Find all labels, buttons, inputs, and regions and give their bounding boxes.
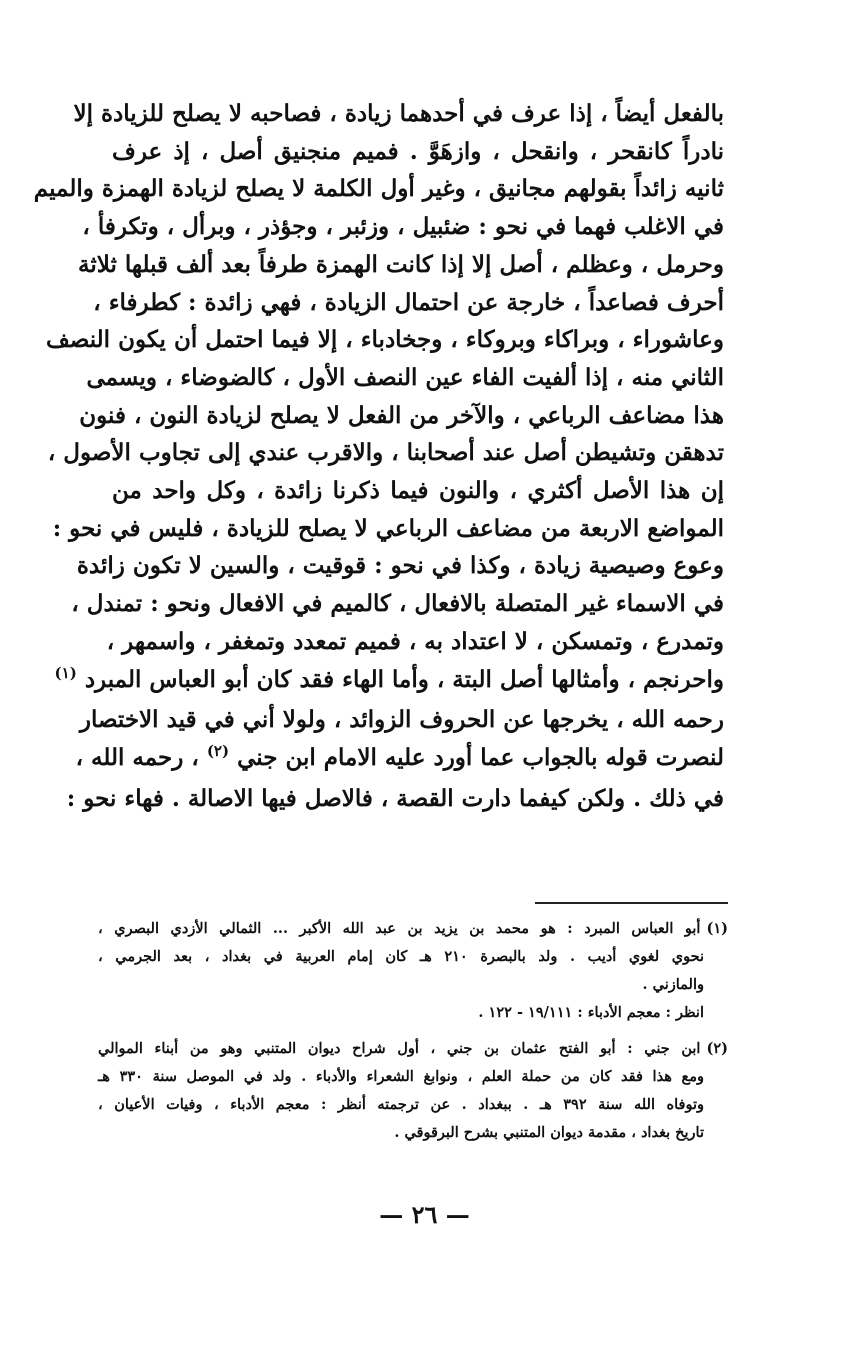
footnote-line: انظر : معجم الأدباء : ١٩/١١١ - ١٢٢ . <box>478 1004 704 1021</box>
text-line: تدهقن وتشيطن أصل عند أصحابنا ، والاقرب عندي إلى تجاوب الأصول ، <box>47 439 724 467</box>
footnote-line: نحوي لغوي أديب . ولد بالبصرة ٢١٠ هـ كان إمام العربية في بغداد ، بعد الجرمي ، <box>98 948 704 965</box>
text-line: ثانيه زائداً بقولهم مجانيق ، وغير أول الكلمة لا يصلح لزيادة الهمزة والميم <box>33 175 724 203</box>
text-line: وحرمل ، وعظلم ، أصل إلا إذا كانت الهمزة طرفاً بعد ألف قبلها ثلاثة <box>78 250 724 278</box>
footnote-line: ومع هذا فقد كان من حملة العلم ، ونوابغ الشعراء والأدباء . ولد في الموصل سنة ٣٣٠ هـ <box>98 1068 704 1085</box>
text-line: وعوع وصيصية زيادة ، وكذا في نحو : قوقيت ، والسين لا تكون زائدة <box>76 552 724 580</box>
text-line: هذا مضاعف الرباعي ، والآخر من الفعل لا يصلح لزيادة النون ، فنون <box>79 401 724 429</box>
text-segment: واحرنجم ، وأمثالها أصل البتة ، وأما الهاء فقد كان أبو العباس المبرد <box>84 665 724 693</box>
footnote-line: وتوفاه الله سنة ٣٩٢ هـ . ببغداد . عن ترجمته أنظر : معجم الأدباء ، وفيات الأعيان ، <box>98 1096 704 1113</box>
footnote-2 <box>98 1035 728 1147</box>
text-line <box>54 661 724 702</box>
footnote-text: أبو العباس المبرد : هو محمد بن يزيد بن عبد الله الأكبر ... الثمالي الأزدي البصري ، <box>98 920 701 937</box>
footnote-line <box>98 1035 728 1063</box>
footnote-divider <box>535 902 728 904</box>
text-segment: لنصرت قوله بالجواب عما أورد عليه الامام ابن جني <box>237 743 724 771</box>
page-number: — ٢٦ — <box>379 1200 470 1229</box>
footnote-number: (١) <box>706 920 728 937</box>
text-line: وعاشوراء ، وبراكاء وبروكاء ، وجخادباء ، إلا فيما احتمل أن يكون النصف <box>45 326 724 354</box>
text-line: أحرف فصاعداً ، خارجة عن احتمال الزيادة ، فهي زائدة : كطرفاء ، <box>93 288 724 316</box>
text-line: المواضع الاربعة من مضاعف الرباعي لا يصلح للزيادة ، فليس في نحو : <box>52 514 724 542</box>
main-text <box>33 95 724 817</box>
footnote-ref-1[interactable]: (١) <box>54 663 77 682</box>
text-line: بالفعل أيضاً ، إذا عرف في أحدهما زيادة ، فصاحبه لا يصلح للزيادة إلا <box>73 100 724 127</box>
text-line: في الاسماء غير المتصلة بالافعال ، كالميم في الافعال ونحو : تمندل ، <box>71 590 724 618</box>
text-line: وتمدرع ، وتمسكن ، لا اعتداد به ، فميم تمعدد وتمغفر ، واسمهر ، <box>106 627 724 655</box>
text-line <box>75 739 724 780</box>
footnote-line <box>98 915 728 943</box>
text-line: الثاني منه ، إذا ألفيت الفاء عين النصف الأول ، كالضوضاء ، ويسمى <box>86 363 724 391</box>
footnote-text: ابن جني : أبو الفتح عثمان بن جني ، أول شراح ديوان المتنبي وهو من أبناء الموالي <box>98 1040 701 1057</box>
footnote-number: (٢) <box>706 1040 728 1057</box>
text-line: إن هذا الأصل أكثري ، والنون فيما ذكرنا زائدة ، وكل واحد من <box>112 477 724 505</box>
footnote-line: والمازني . <box>642 976 704 993</box>
footnote-1 <box>98 915 728 1027</box>
text-line: في ذلك . ولكن كيفما دارت القصة ، فالاصل فيها الاصالة . فهاء نحو : <box>66 784 724 812</box>
text-line: نادراً كانقحر ، وانقحل ، وازهَوَّ . فميم منجنيق أصل ، إذ عرف <box>112 137 724 165</box>
footnote-line: تاريخ بغداد ، مقدمة ديوان المتنبي بشرح البرقوقي . <box>394 1124 704 1141</box>
text-segment: ، رحمه الله ، <box>75 743 199 771</box>
footnote-ref-2[interactable]: (٢) <box>206 741 230 760</box>
footnotes <box>98 915 728 1155</box>
text-line: في الاغلب فهما في نحو : ضئبيل ، وزئبر ، وجؤذر ، وبرأل ، وتكرفأ ، <box>82 213 724 241</box>
text-line: رحمه الله ، يخرجها عن الحروف الزوائد ، ولولا أني في قيد الاختصار <box>79 706 724 734</box>
